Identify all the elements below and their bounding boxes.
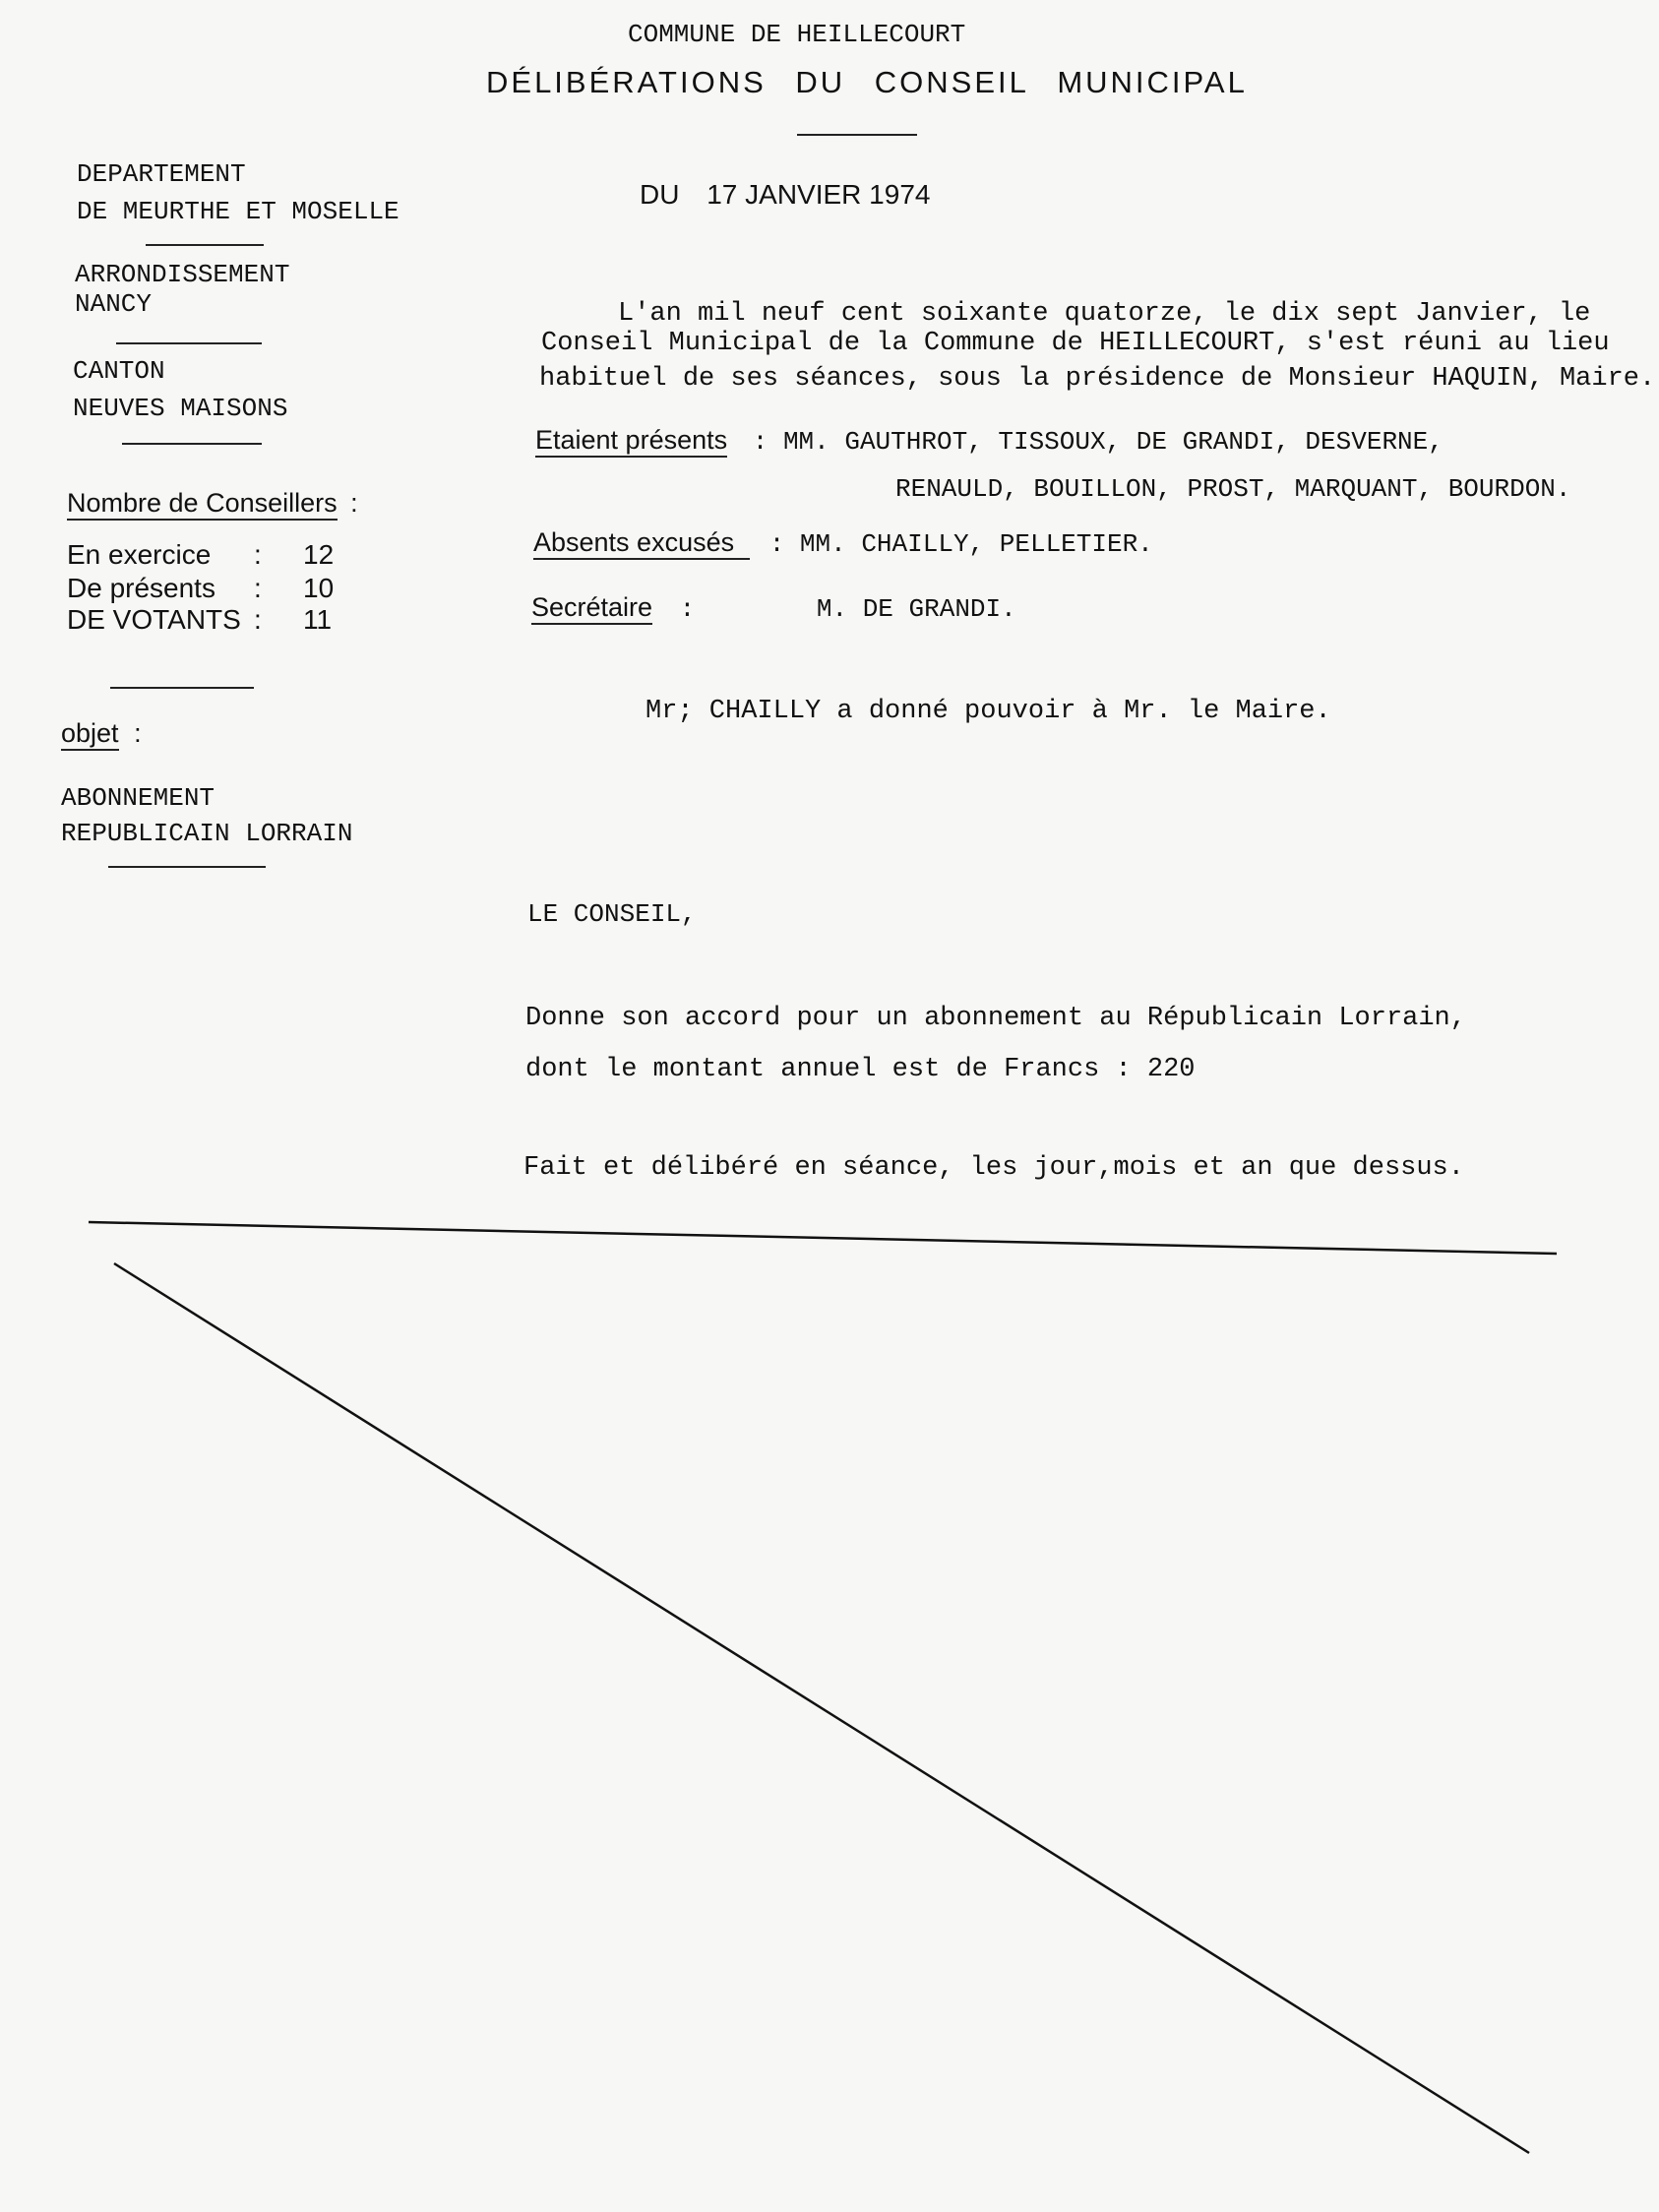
objet-label: objet — [61, 718, 119, 751]
presents-label: Etaient présents — [535, 425, 727, 458]
objet-line-1: ABONNEMENT — [61, 783, 215, 813]
presents-names-2: RENAULD, BOUILLON, PROST, MARQUANT, BOURDON. — [895, 474, 1571, 504]
count-value: 10 — [303, 573, 335, 603]
secretaire-label: Secrétaire — [531, 592, 652, 625]
count-label: De présents — [67, 573, 215, 603]
nombre-conseillers-text: Nombre de Conseillers — [67, 488, 338, 521]
pouvoir-note: Mr; CHAILLY a donné pouvoir à Mr. le Maire. — [645, 697, 1331, 726]
absents-label: Absents excusés — [533, 527, 750, 560]
presents-names-1: : MM. GAUTHROT, TISSOUX, DE GRANDI, DESVERNE, — [752, 427, 1444, 457]
cancellation-diagonal-line — [114, 1263, 1529, 2153]
bottom-separator-line — [89, 1222, 1557, 1254]
absents-names: : MM. CHAILLY, PELLETIER. — [768, 529, 1153, 559]
decision-line-2: dont le montant annuel est de Francs : 220 — [525, 1055, 1196, 1084]
closing-statement: Fait et délibéré en séance, les jour,mois et an que dessus. — [523, 1153, 1464, 1183]
count-label: DE VOTANTS — [67, 604, 241, 635]
count-label: En exercice — [67, 539, 212, 570]
decision-line-1: Donne son accord pour un abonnement au Républicain Lorrain, — [525, 1004, 1466, 1033]
count-value: 12 — [303, 539, 335, 570]
meeting-date: 17 JANVIER 1974 — [707, 179, 931, 210]
arrondissement-line-2: NANCY — [75, 289, 153, 319]
count-value: 11 — [303, 604, 333, 635]
departement-line-2: DE MEURTHE ET MOSELLE — [77, 197, 399, 226]
count-row-presents: De présents : 10 — [67, 573, 335, 603]
document-title: DÉLIBÉRATIONS DU CONSEIL MUNICIPAL — [486, 65, 1248, 99]
objet-line-2: REPUBLICAIN LORRAIN — [61, 819, 353, 848]
count-row-exercice: En exercice : 12 — [67, 539, 335, 570]
intro-line-2: Conseil Municipal de la Commune de HEILLECOURT, s'est réuni au lieu — [541, 329, 1610, 358]
intro-line-3: habituel de ses séances, sous la présidence de Monsieur HAQUIN, Maire. — [539, 364, 1656, 394]
objet-colon: : — [134, 718, 142, 748]
secretaire-name: M. DE GRANDI. — [816, 594, 1016, 624]
date-prefix: DU — [640, 179, 680, 210]
commune-heading: COMMUNE DE HEILLECOURT — [628, 20, 966, 49]
secretaire-colon: : — [679, 594, 696, 624]
nombre-conseillers-colon: : — [350, 488, 358, 518]
canton-line-1: CANTON — [73, 356, 165, 386]
arrondissement-line-1: ARRONDISSEMENT — [75, 260, 290, 289]
canton-line-2: NEUVES MAISONS — [73, 394, 288, 423]
conseil-heading: LE CONSEIL, — [527, 899, 697, 929]
count-row-votants: DE VOTANTS : 11 — [67, 604, 333, 635]
departement-line-1: DEPARTEMENT — [77, 159, 246, 189]
intro-line-1: L'an mil neuf cent soixante quatorze, le dix sept Janvier, le — [618, 299, 1591, 329]
